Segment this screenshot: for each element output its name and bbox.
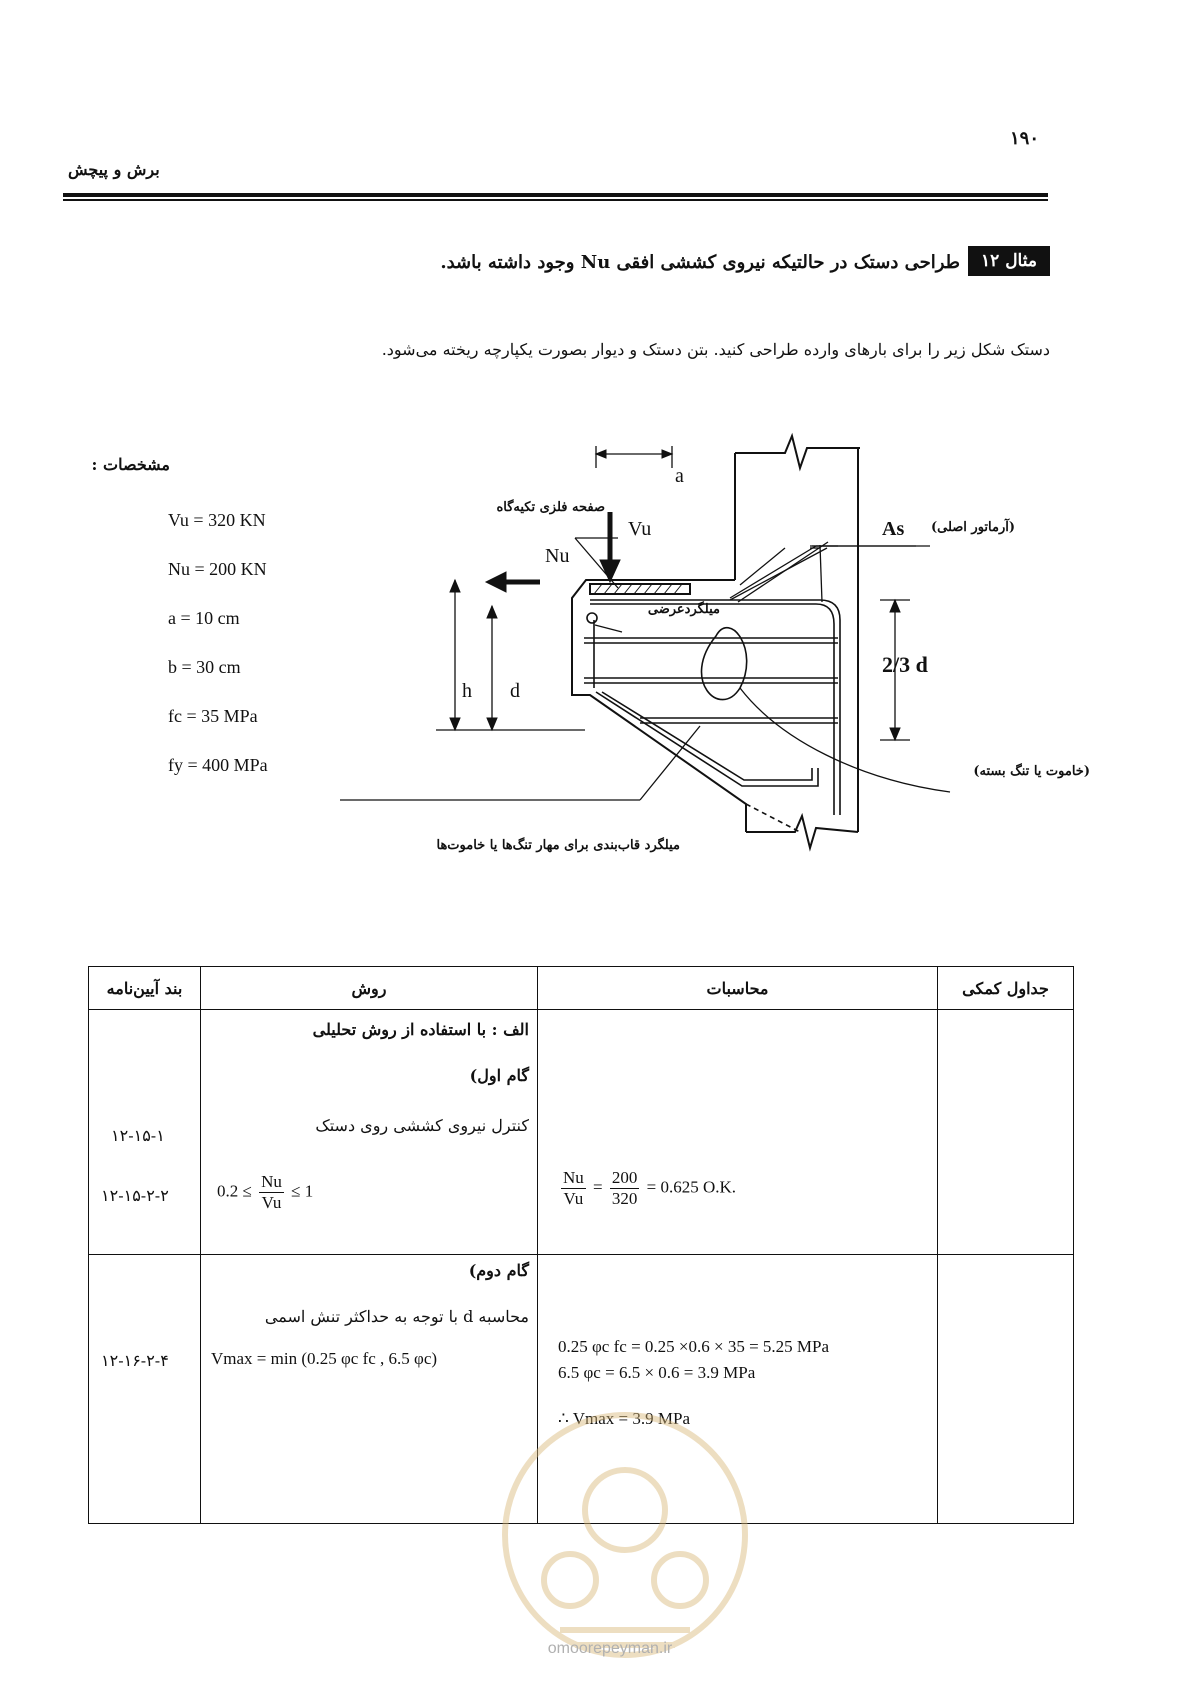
label-as: As: [882, 518, 905, 540]
leader-as: [820, 545, 822, 602]
label-a: a: [675, 465, 684, 487]
calc-line-2: 6.5 φc = 6.5 × 0.6 = 3.9 MPa: [558, 1363, 756, 1382]
compute-text: محاسبه d با توجه به حداکثر تنش اسمی: [264, 1307, 529, 1326]
step-title-2: گام دوم): [468, 1261, 529, 1280]
bearing-plate-hatch: [594, 584, 682, 594]
page-number: ۱۹۰: [1010, 128, 1040, 149]
label-main-rebar: (آرماتور اصلی): [930, 520, 1015, 535]
wall-top-break: [735, 436, 860, 468]
clause-cell: [89, 1010, 201, 1255]
example-badge: مثال ۱۲: [968, 246, 1050, 276]
example-title: طراحی دستک در حالتیکه نیروی کششی افقی Nu وجود داشته باشد.: [440, 252, 960, 273]
main-rebar-inner: [590, 604, 834, 815]
specs-heading: مشخصات :: [91, 455, 170, 474]
leader-stirrup: [740, 688, 950, 792]
spec-vu: Vu = 320 KN: [168, 510, 266, 530]
header-rule-thin: [63, 199, 1048, 201]
header-aux-tables: جداول کمکی: [938, 967, 1074, 1010]
spec-fc: fc = 35 MPa: [168, 706, 258, 726]
calc-cell: [538, 1010, 938, 1255]
part-title: الف : با استفاده از روش تحلیلی: [312, 1020, 529, 1039]
clause-1: ۱۲-۱۵-۱: [111, 1126, 165, 1145]
aux-cell: [938, 1010, 1074, 1255]
header-code-clause: بند آیین‌نامه: [89, 967, 201, 1010]
wall-bottom-break: [746, 816, 858, 848]
spec-b: b = 30 cm: [168, 657, 241, 677]
framing-bar: [596, 692, 818, 786]
ratio-condition: 0.2 ≤ $\frac{Nu}{Vu}$ ≤ 1: [217, 1172, 314, 1212]
calc-line-1: 0.25 φc fc = 0.25 ×0.6 × 35 = 5.25 MPa: [558, 1337, 830, 1356]
label-h: h: [462, 680, 472, 702]
table-row: [89, 1010, 1074, 1255]
intro-text: دستک شکل زیر را برای بارهای وارده طراحی کنید. بتن دستک و دیوار بصورت یکپارچه ریخته می‌شود.: [381, 340, 1050, 359]
step-title: گام اول): [469, 1066, 529, 1085]
header-method: روش: [201, 967, 538, 1010]
clause-cell: [89, 1255, 201, 1524]
clause-2: ۱۲-۱۵-۲-۲: [101, 1186, 169, 1205]
label-framing-bar: میلگرد قاب‌بندی برای مهار تنگ‌ها یا خاموت‌ها: [436, 838, 680, 853]
label-cross-bar: میلگردعرضی: [647, 602, 720, 617]
header-rule: [63, 193, 1048, 197]
watermark-seal: [480, 1390, 770, 1680]
spec-a: a = 10 cm: [168, 608, 240, 628]
header-calculations: محاسبات: [538, 967, 938, 1010]
spec-nu: Nu = 200 KN: [168, 559, 267, 579]
watermark-text: omoorepeyman.ir: [547, 1640, 673, 1657]
corbel-outline: [572, 580, 746, 832]
label-bearing-plate: صفحه فلزی تکیه‌گاه: [496, 500, 605, 515]
vmax-formula: Vmax = min (0.25 φc fc , 6.5 φc): [211, 1349, 438, 1368]
leader-cross-bar: [595, 625, 622, 632]
label-d: d: [510, 680, 520, 702]
cross-bar-section: [587, 613, 597, 623]
label-vu: Vu: [628, 518, 652, 540]
method-cell: [201, 1010, 538, 1255]
corbel-diagram: [340, 420, 1100, 880]
check-text: کنترل نیروی کششی روی دستک: [315, 1116, 529, 1135]
table-header-row: [89, 967, 1074, 1010]
clause-3: ۱۲-۱۶-۲-۴: [101, 1351, 169, 1370]
spec-fy: fy = 400 MPa: [168, 755, 268, 775]
aux-cell: [938, 1255, 1074, 1524]
ratio-calc: $\frac{Nu}{Vu}$ = $\frac{200}{320}$ = 0.625 O.K.: [563, 1168, 737, 1208]
label-nu: Nu: [545, 545, 570, 567]
running-header: برش و پیچش: [68, 160, 160, 179]
label-two-thirds-d: 2/3 d: [882, 652, 928, 677]
label-stirrup: (خاموت یا تنگ بسته): [973, 764, 1090, 779]
calc-line-3: ∴ Vmax = 3.9 MPa: [558, 1409, 691, 1428]
